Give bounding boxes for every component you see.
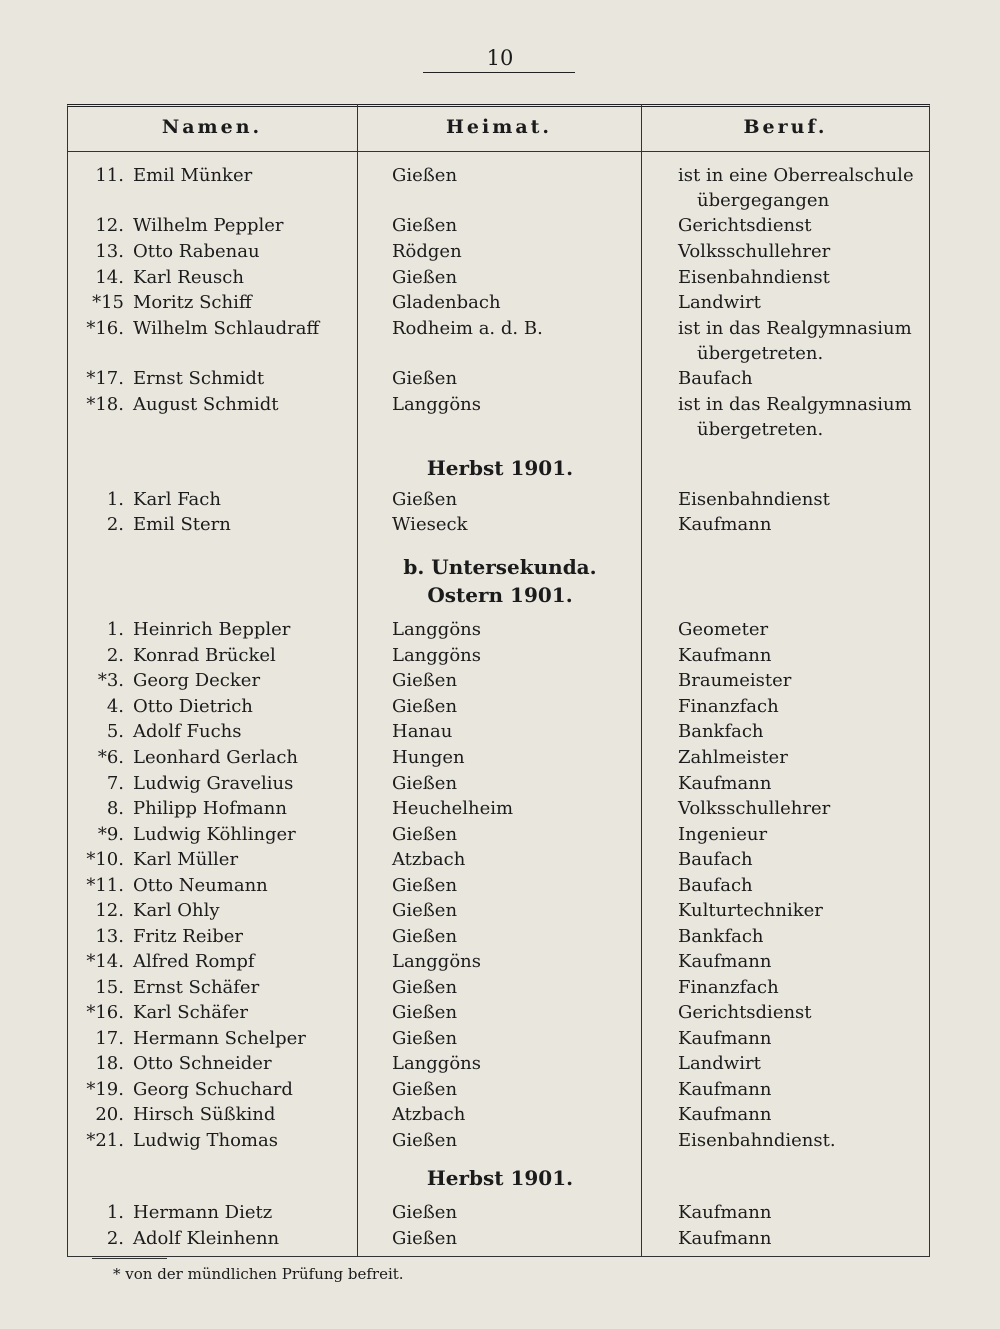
table-row	[0, 1128, 1000, 1154]
hometown: Gießen	[392, 1028, 458, 1049]
hometown: Heuchelheim	[392, 798, 514, 819]
profession: Baufach	[678, 849, 753, 870]
hometown: Wieseck	[392, 514, 468, 535]
profession: Eisenbahndienst.	[678, 1130, 836, 1151]
table-row-continuation	[0, 341, 1000, 367]
table-row	[0, 1102, 1000, 1128]
profession: Kaufmann	[678, 773, 772, 794]
table-row	[0, 643, 1000, 669]
table-row	[0, 1200, 1000, 1226]
student-name: Karl Reusch	[133, 267, 244, 288]
hometown: Rodheim a. d. B.	[392, 318, 543, 339]
row-number: *21.	[86, 1130, 124, 1151]
profession: Finanzfach	[678, 977, 779, 998]
student-name: Ernst Schäfer	[133, 977, 260, 998]
row-number: 7.	[106, 773, 124, 794]
profession: Zahlmeister	[678, 747, 788, 768]
student-name: Ludwig Köhlinger	[133, 824, 296, 845]
row-number: 4.	[106, 696, 124, 717]
student-name: Georg Decker	[133, 670, 261, 691]
profession: Kaufmann	[678, 1028, 772, 1049]
hometown: Gießen	[392, 1202, 458, 1223]
row-number: *16.	[86, 1002, 124, 1023]
header-job: Beruf.	[743, 116, 828, 138]
table-row	[0, 745, 1000, 771]
section-heading: Ostern 1901.	[427, 583, 573, 607]
student-name: Leonhard Gerlach	[133, 747, 299, 768]
row-number: 20.	[95, 1104, 124, 1125]
page-number-rule	[423, 72, 575, 73]
student-name: Hermann Schelper	[133, 1028, 306, 1049]
profession-continued: übergetreten.	[697, 419, 824, 440]
hometown: Gießen	[392, 215, 458, 236]
row-number: 12.	[95, 215, 124, 236]
hometown: Rödgen	[392, 241, 462, 262]
hometown: Langgöns	[392, 619, 481, 640]
table-row	[0, 487, 1000, 513]
row-number: 2.	[106, 645, 124, 666]
profession: Kaufmann	[678, 514, 772, 535]
profession: Ingenieur	[678, 824, 768, 845]
table-row	[0, 847, 1000, 873]
footnote: * von der mündlichen Prüfung befreit.	[113, 1265, 404, 1283]
profession: ist in das Realgymnasium	[678, 394, 912, 415]
student-name: Otto Dietrich	[133, 696, 253, 717]
row-number: 18.	[95, 1053, 124, 1074]
profession: Braumeister	[678, 670, 792, 691]
hometown: Atzbach	[392, 1104, 466, 1125]
student-name: Heinrich Beppler	[133, 619, 291, 640]
table-row	[0, 949, 1000, 975]
table-row	[0, 1226, 1000, 1252]
hometown: Gießen	[392, 824, 458, 845]
student-name: Ernst Schmidt	[133, 368, 265, 389]
student-name: Ludwig Gravelius	[133, 773, 294, 794]
student-name: Otto Rabenau	[133, 241, 260, 262]
student-name: Moritz Schiff	[133, 292, 252, 313]
row-number: *10.	[86, 849, 124, 870]
hometown: Gießen	[392, 977, 458, 998]
profession: Baufach	[678, 368, 753, 389]
row-number: *18.	[86, 394, 124, 415]
table-row	[0, 392, 1000, 418]
hometown: Langgöns	[392, 1053, 481, 1074]
row-number: 14.	[95, 267, 124, 288]
row-number: 13.	[95, 926, 124, 947]
row-number: 5.	[106, 721, 124, 742]
profession: Eisenbahndienst	[678, 267, 830, 288]
table-row	[0, 366, 1000, 392]
student-name: Hirsch Süßkind	[133, 1104, 276, 1125]
hometown: Gießen	[392, 696, 458, 717]
hometown: Gießen	[392, 1130, 458, 1151]
profession: Kulturtechniker	[678, 900, 823, 921]
hometown: Gießen	[392, 926, 458, 947]
profession: Geometer	[678, 619, 769, 640]
student-name: Philipp Hofmann	[133, 798, 287, 819]
table-row	[0, 975, 1000, 1001]
profession-continued: übergetreten.	[697, 343, 824, 364]
profession: Finanzfach	[678, 696, 779, 717]
student-name: Adolf Fuchs	[133, 721, 242, 742]
profession: Volksschullehrer	[678, 241, 831, 262]
table-row	[0, 898, 1000, 924]
student-name: Emil Münker	[133, 165, 253, 186]
header-name: Namen.	[161, 116, 263, 138]
hometown: Hanau	[392, 721, 453, 742]
profession: Kaufmann	[678, 1104, 772, 1125]
student-name: Emil Stern	[133, 514, 231, 535]
table-row	[0, 316, 1000, 342]
table-row	[0, 924, 1000, 950]
row-number: *19.	[86, 1079, 124, 1100]
hometown: Gießen	[392, 773, 458, 794]
table-row	[0, 163, 1000, 189]
hometown: Langgöns	[392, 645, 481, 666]
row-number: 2.	[106, 1228, 124, 1249]
table-row	[0, 1077, 1000, 1103]
table-row	[0, 290, 1000, 316]
student-name: Otto Schneider	[133, 1053, 272, 1074]
profession-continued: übergegangen	[697, 190, 830, 211]
row-number: *9.	[97, 824, 124, 845]
hometown: Gladenbach	[392, 292, 501, 313]
student-name: August Schmidt	[133, 394, 279, 415]
hometown: Gießen	[392, 875, 458, 896]
row-number: *6.	[97, 747, 124, 768]
profession: Kaufmann	[678, 1202, 772, 1223]
table-row	[0, 822, 1000, 848]
table-row	[0, 213, 1000, 239]
student-name: Karl Schäfer	[133, 1002, 248, 1023]
hometown: Gießen	[392, 165, 458, 186]
hometown: Gießen	[392, 900, 458, 921]
profession: Bankfach	[678, 721, 764, 742]
row-number: 13.	[95, 241, 124, 262]
table-row	[0, 694, 1000, 720]
hometown: Langgöns	[392, 951, 481, 972]
hometown: Gießen	[392, 1079, 458, 1100]
row-number: 12.	[95, 900, 124, 921]
row-number: *17.	[86, 368, 124, 389]
header-rule	[67, 151, 930, 152]
student-name: Wilhelm Peppler	[133, 215, 284, 236]
table-row	[0, 668, 1000, 694]
row-number: 11.	[95, 165, 124, 186]
student-name: Ludwig Thomas	[133, 1130, 278, 1151]
table-row	[0, 719, 1000, 745]
profession: Landwirt	[678, 292, 761, 313]
profession: Gerichtsdienst	[678, 215, 812, 236]
table-row-continuation	[0, 417, 1000, 443]
section-heading: Herbst 1901.	[426, 456, 574, 480]
profession: Kaufmann	[678, 645, 772, 666]
table-row	[0, 265, 1000, 291]
profession: Landwirt	[678, 1053, 761, 1074]
table-row	[0, 1000, 1000, 1026]
hometown: Gießen	[392, 267, 458, 288]
profession: Bankfach	[678, 926, 764, 947]
profession: ist in das Realgymnasium	[678, 318, 912, 339]
row-number: *14.	[86, 951, 124, 972]
hometown: Gießen	[392, 368, 458, 389]
table-row	[0, 239, 1000, 265]
profession: Kaufmann	[678, 951, 772, 972]
student-name: Konrad Brückel	[133, 645, 276, 666]
profession: Kaufmann	[678, 1228, 772, 1249]
hometown: Atzbach	[392, 849, 466, 870]
row-number: 8.	[106, 798, 124, 819]
table-row	[0, 796, 1000, 822]
hometown: Gießen	[392, 670, 458, 691]
student-name: Adolf Kleinhenn	[133, 1228, 280, 1249]
student-name: Karl Müller	[133, 849, 239, 870]
table-row-continuation	[0, 188, 1000, 214]
student-name: Alfred Rompf	[133, 951, 255, 972]
student-name: Georg Schuchard	[133, 1079, 293, 1100]
student-name: Fritz Reiber	[133, 926, 244, 947]
hometown: Gießen	[392, 1228, 458, 1249]
row-number: 17.	[95, 1028, 124, 1049]
table-row	[0, 771, 1000, 797]
row-number: *11.	[86, 875, 124, 896]
row-number: 1.	[106, 489, 124, 510]
row-number: *3.	[97, 670, 124, 691]
student-name: Hermann Dietz	[133, 1202, 273, 1223]
student-name: Karl Fach	[133, 489, 221, 510]
profession: Volksschullehrer	[678, 798, 831, 819]
table-row	[0, 873, 1000, 899]
hometown: Hungen	[392, 747, 465, 768]
row-number: 2.	[106, 514, 124, 535]
table-row	[0, 512, 1000, 538]
student-name: Karl Ohly	[133, 900, 220, 921]
student-name: Wilhelm Schlaudraff	[133, 318, 320, 339]
row-number: 1.	[106, 619, 124, 640]
row-number: 15.	[95, 977, 124, 998]
table-row	[0, 617, 1000, 643]
student-name: Otto Neumann	[133, 875, 268, 896]
header-home: Heimat.	[445, 116, 553, 138]
hometown: Langgöns	[392, 394, 481, 415]
row-number: 1.	[106, 1202, 124, 1223]
hometown: Gießen	[392, 1002, 458, 1023]
profession: ist in eine Oberrealschule	[678, 165, 914, 186]
section-heading: Herbst 1901.	[426, 1166, 574, 1190]
footnote-rule	[92, 1258, 167, 1259]
page-number: 10	[486, 46, 514, 70]
profession: Baufach	[678, 875, 753, 896]
row-number: *15	[92, 292, 124, 313]
profession: Kaufmann	[678, 1079, 772, 1100]
table-row	[0, 1026, 1000, 1052]
profession: Gerichtsdienst	[678, 1002, 812, 1023]
section-heading: b. Untersekunda.	[403, 555, 597, 579]
hometown: Gießen	[392, 489, 458, 510]
row-number: *16.	[86, 318, 124, 339]
profession: Eisenbahndienst	[678, 489, 830, 510]
table-row	[0, 1051, 1000, 1077]
